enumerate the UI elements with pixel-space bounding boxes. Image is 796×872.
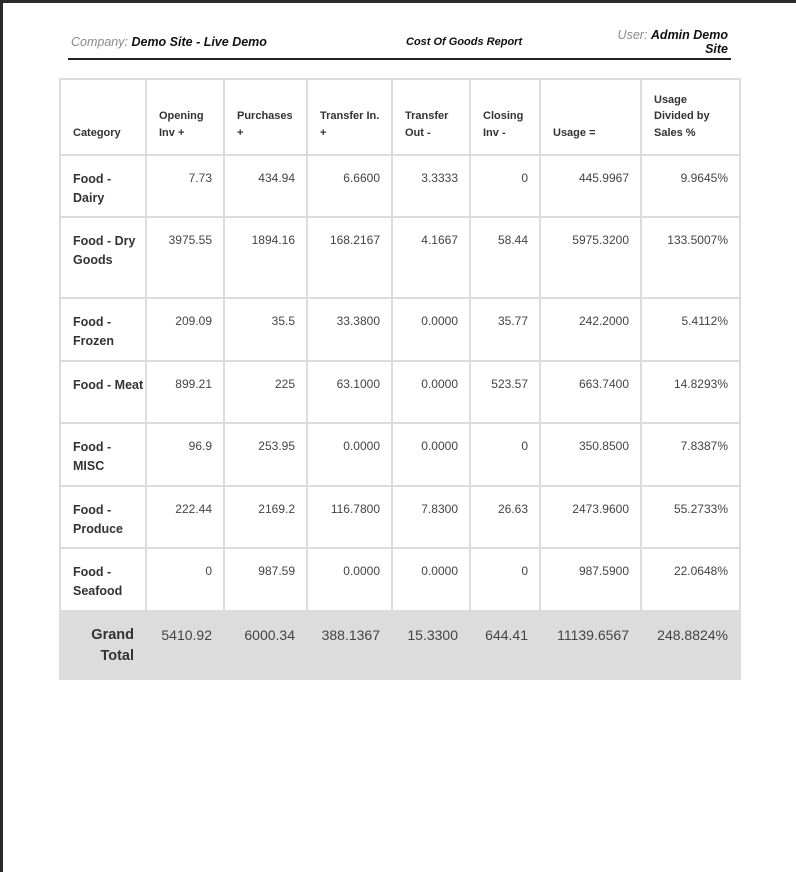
category-cell: Food - Meat [60, 361, 146, 423]
usage-cell: 350.8500 [540, 423, 641, 486]
closing-inv-cell: 0 [470, 548, 540, 611]
opening-inv-cell: 0 [146, 548, 224, 611]
report-header [68, 22, 731, 60]
total-transfer-in: 388.1367 [307, 611, 392, 679]
closing-inv-cell: 0 [470, 155, 540, 217]
column-header: Usage Divided by Sales % [641, 79, 740, 155]
grand-total-row [60, 611, 740, 679]
purchases-cell: 434.94 [224, 155, 307, 217]
usage-pct-cell: 55.2733% [641, 486, 740, 548]
company-name: Demo Site - Live Demo [131, 35, 267, 49]
transfer-out-cell: 7.8300 [392, 486, 470, 548]
transfer-out-cell: 0.0000 [392, 361, 470, 423]
opening-inv-cell: 96.9 [146, 423, 224, 486]
opening-inv-cell: 222.44 [146, 486, 224, 548]
category-cell: Food - MISC [60, 423, 146, 486]
transfer-out-cell: 4.1667 [392, 217, 470, 298]
usage-cell: 242.2000 [540, 298, 641, 361]
usage-cell: 663.7400 [540, 361, 641, 423]
company-info [71, 35, 267, 49]
transfer-out-cell: 0.0000 [392, 423, 470, 486]
category-cell: Food - Frozen [60, 298, 146, 361]
cost-of-goods-table [59, 78, 741, 680]
user-info [618, 28, 728, 56]
purchases-cell: 2169.2 [224, 486, 307, 548]
closing-inv-cell: 58.44 [470, 217, 540, 298]
table-row [60, 217, 740, 298]
usage-pct-cell: 22.0648% [641, 548, 740, 611]
closing-inv-cell: 35.77 [470, 298, 540, 361]
transfer-in-cell: 116.7800 [307, 486, 392, 548]
transfer-in-cell: 33.3800 [307, 298, 392, 361]
column-header: Transfer In. + [307, 79, 392, 155]
transfer-in-cell: 0.0000 [307, 423, 392, 486]
column-header: Purchases + [224, 79, 307, 155]
transfer-out-cell: 3.3333 [392, 155, 470, 217]
column-header: Category [60, 79, 146, 155]
purchases-cell: 225 [224, 361, 307, 423]
table-row [60, 361, 740, 423]
closing-inv-cell: 26.63 [470, 486, 540, 548]
total-transfer-out: 15.3300 [392, 611, 470, 679]
grand-total-label: Grand Total [60, 611, 146, 679]
opening-inv-cell: 899.21 [146, 361, 224, 423]
category-cell: Food - Dairy [60, 155, 146, 217]
transfer-out-cell: 0.0000 [392, 548, 470, 611]
company-label: Company: [71, 35, 128, 49]
purchases-cell: 35.5 [224, 298, 307, 361]
total-usage-pct: 248.8824% [641, 611, 740, 679]
window-frame-top [0, 0, 796, 3]
category-cell: Food - Dry Goods [60, 217, 146, 298]
table-row [60, 548, 740, 611]
total-purchases: 6000.34 [224, 611, 307, 679]
closing-inv-cell: 523.57 [470, 361, 540, 423]
usage-pct-cell: 9.9645% [641, 155, 740, 217]
opening-inv-cell: 7.73 [146, 155, 224, 217]
user-name-line2: Site [705, 42, 728, 56]
table-header-row [60, 79, 740, 155]
opening-inv-cell: 209.09 [146, 298, 224, 361]
total-usage: 11139.6567 [540, 611, 641, 679]
table-row [60, 155, 740, 217]
column-header: Closing Inv - [470, 79, 540, 155]
column-header: Usage = [540, 79, 641, 155]
usage-cell: 445.9967 [540, 155, 641, 217]
total-closing-inv: 644.41 [470, 611, 540, 679]
purchases-cell: 1894.16 [224, 217, 307, 298]
usage-pct-cell: 133.5007% [641, 217, 740, 298]
transfer-in-cell: 6.6600 [307, 155, 392, 217]
column-header: Transfer Out - [392, 79, 470, 155]
transfer-in-cell: 63.1000 [307, 361, 392, 423]
usage-pct-cell: 14.8293% [641, 361, 740, 423]
user-name-line1: Admin Demo [650, 28, 728, 42]
usage-pct-cell: 5.4112% [641, 298, 740, 361]
transfer-out-cell: 0.0000 [392, 298, 470, 361]
usage-cell: 2473.9600 [540, 486, 641, 548]
table-row [60, 298, 740, 361]
table-row [60, 486, 740, 548]
purchases-cell: 987.59 [224, 548, 307, 611]
category-cell: Food - Seafood [60, 548, 146, 611]
report-title: Cost Of Goods Report [406, 36, 523, 48]
usage-pct-cell: 7.8387% [641, 423, 740, 486]
closing-inv-cell: 0 [470, 423, 540, 486]
usage-cell: 5975.3200 [540, 217, 641, 298]
window-frame-left [0, 0, 3, 872]
opening-inv-cell: 3975.55 [146, 217, 224, 298]
column-header: Opening Inv + [146, 79, 224, 155]
table-row [60, 423, 740, 486]
purchases-cell: 253.95 [224, 423, 307, 486]
usage-cell: 987.5900 [540, 548, 641, 611]
user-label: User: [617, 28, 648, 42]
category-cell: Food - Produce [60, 486, 146, 548]
total-opening-inv: 5410.92 [146, 611, 224, 679]
transfer-in-cell: 0.0000 [307, 548, 392, 611]
transfer-in-cell: 168.2167 [307, 217, 392, 298]
